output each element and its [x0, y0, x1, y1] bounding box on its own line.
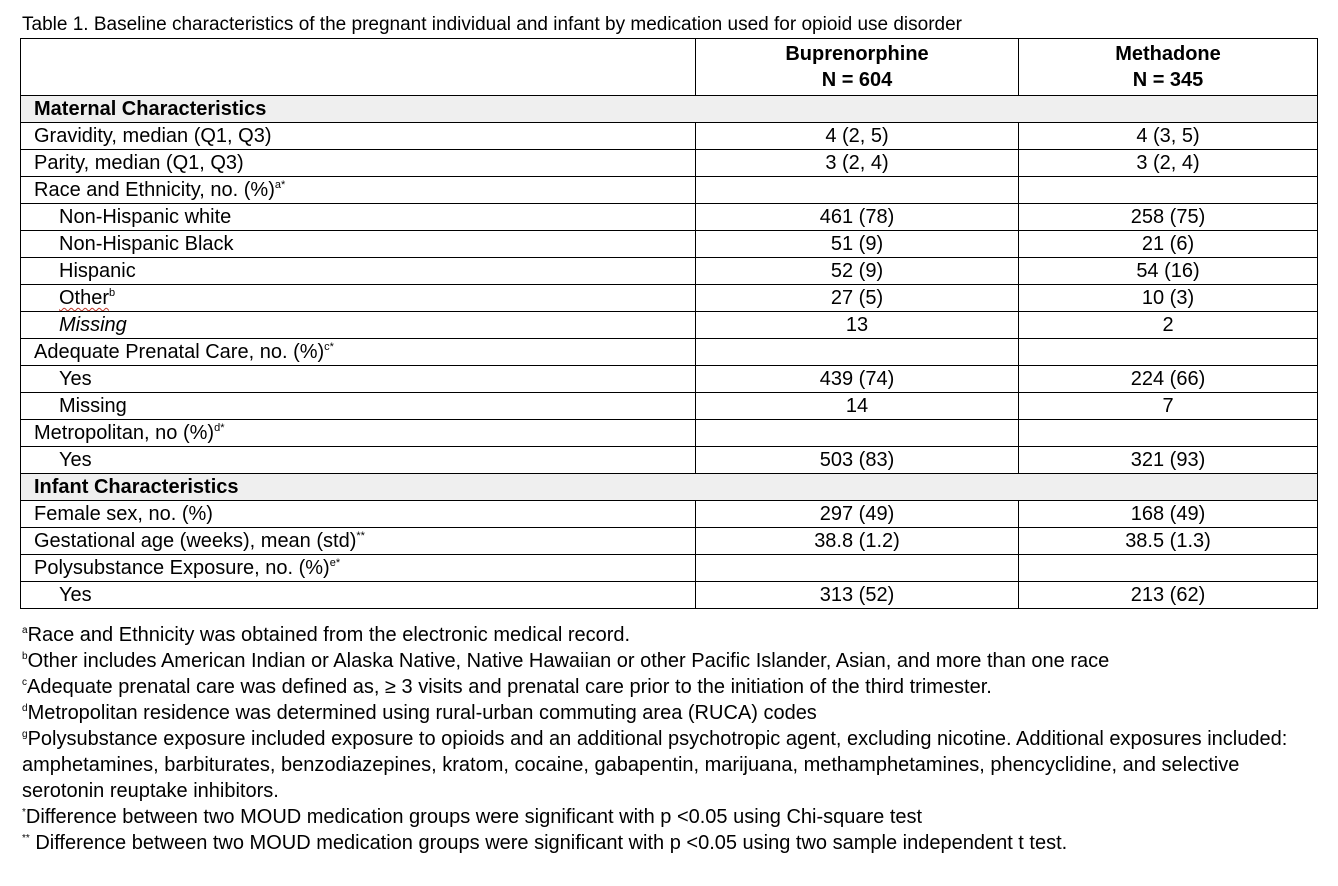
label-text: Adequate Prenatal Care, no. (%): [34, 341, 325, 363]
table-row: [21, 150, 1318, 177]
row-label: [21, 393, 696, 420]
footnote-text: Other includes American Indian or Alaska Native, Native Hawaiian or other Pacific Islander, Asian, and more than one race: [27, 650, 1110, 672]
label-text: Non-Hispanic white: [59, 206, 232, 228]
bup-value: 14: [696, 393, 1019, 420]
met-value: [1019, 177, 1318, 204]
label-text: Metropolitan, no (%): [34, 422, 215, 444]
header-met-name: Methadone: [1115, 43, 1221, 65]
footnote-text: Race and Ethnicity was obtained from the electronic medical record.: [27, 624, 631, 646]
table-row: [21, 312, 1318, 339]
met-value: [1019, 339, 1318, 366]
table-row: [21, 582, 1318, 609]
row-label: [21, 501, 696, 528]
row-label: [21, 123, 696, 150]
met-value: 54 (16): [1019, 258, 1318, 285]
footnote-text: Metropolitan residence was determined using rural-urban commuting area (RUCA) codes: [27, 702, 817, 724]
section-title: Infant Characteristics: [21, 474, 1318, 501]
bup-value: [696, 555, 1019, 582]
bup-value: [696, 339, 1019, 366]
met-value: 2: [1019, 312, 1318, 339]
footnote-text: Polysubstance exposure included exposure to opioids and an additional psychotropic agent, excluding nicotine. Additional exposures included: amphetamines, barbiturates, benzodiazepines, kratom, cocaine, gabapentin, marijuana, methamphetamines, phencyclidine, and selective serotonin reuptake inhibitors.: [22, 728, 1288, 802]
footnote-text: Difference between two MOUD medication groups were significant with p <0.05 using Chi-square test: [25, 806, 923, 828]
footnote-d: [22, 700, 1322, 726]
table-row: [21, 204, 1318, 231]
header-bup-name: Buprenorphine: [785, 43, 929, 65]
footnote-text: Adequate prenatal care was defined as, ≥ 3 visits and prenatal care prior to the initiation of the third trimester.: [27, 676, 992, 698]
bup-value: [696, 177, 1019, 204]
met-value: 3 (2, 4): [1019, 150, 1318, 177]
bup-value: 297 (49): [696, 501, 1019, 528]
baseline-characteristics-table: [20, 38, 1318, 609]
footnote-mark: d: [22, 703, 28, 714]
met-value: 7: [1019, 393, 1318, 420]
label-superscript: **: [356, 530, 365, 542]
row-label: [21, 150, 696, 177]
bup-value: 27 (5): [696, 285, 1019, 312]
bup-value: 13: [696, 312, 1019, 339]
label-text: Parity, median (Q1, Q3): [34, 152, 244, 174]
footnote-g: [22, 726, 1322, 804]
label-text: Other: [59, 287, 110, 309]
label-text: Polysubstance Exposure, no. (%): [34, 557, 330, 579]
label-text: Missing: [59, 395, 127, 417]
table-row: [21, 393, 1318, 420]
header-met-n: N = 345: [1132, 69, 1204, 91]
met-value: 213 (62): [1019, 582, 1318, 609]
met-value: 224 (66): [1019, 366, 1318, 393]
row-label: [21, 582, 696, 609]
row-label: [21, 312, 696, 339]
footnote-mark: g: [22, 729, 28, 740]
label-text: Yes: [59, 368, 92, 390]
bup-value: 503 (83): [696, 447, 1019, 474]
footnote-mark: c: [22, 677, 27, 688]
bup-value: 51 (9): [696, 231, 1019, 258]
footnote-mark: b: [22, 651, 28, 662]
row-label: [21, 231, 696, 258]
row-label: [21, 285, 696, 312]
table-caption: Table 1. Baseline characteristics of the pregnant individual and infant by medication used for opioid use disorder: [22, 14, 963, 35]
table-row: [21, 447, 1318, 474]
header-methadone: [1019, 39, 1318, 96]
table-row: [21, 501, 1318, 528]
footnote-star: [22, 804, 1322, 830]
met-value: [1019, 420, 1318, 447]
table-row: [21, 231, 1318, 258]
bup-value: 313 (52): [696, 582, 1019, 609]
row-label: [21, 177, 696, 204]
met-value: 10 (3): [1019, 285, 1318, 312]
label-superscript: a*: [274, 179, 286, 191]
table-row: [21, 339, 1318, 366]
table-row: [21, 177, 1318, 204]
bup-value: 4 (2, 5): [696, 123, 1019, 150]
row-label: [21, 366, 696, 393]
met-value: [1019, 555, 1318, 582]
bup-value: 38.8 (1.2): [696, 528, 1019, 555]
footnote-c: [22, 674, 1322, 700]
label-text: Hispanic: [59, 260, 136, 282]
header-buprenorphine: [696, 39, 1019, 96]
label-text: Gravidity, median (Q1, Q3): [34, 125, 272, 147]
footnote-double-star: [22, 830, 1322, 856]
table-row: [21, 420, 1318, 447]
label-superscript: e*: [329, 557, 341, 569]
section-title: Maternal Characteristics: [21, 96, 1318, 123]
header-empty-cell: [21, 39, 696, 96]
section-row-maternal: [21, 96, 1318, 123]
bup-value: 439 (74): [696, 366, 1019, 393]
label-text: Non-Hispanic Black: [59, 233, 234, 255]
bup-value: 52 (9): [696, 258, 1019, 285]
label-text: Missing: [59, 314, 127, 336]
footnote-mark: **: [22, 833, 30, 844]
footnote-text: Difference between two MOUD medication groups were significant with p <0.05 using two sample independent t test.: [29, 832, 1068, 854]
row-label: [21, 447, 696, 474]
met-value: 21 (6): [1019, 231, 1318, 258]
table-row: [21, 528, 1318, 555]
table-row: [21, 366, 1318, 393]
table-row: [21, 258, 1318, 285]
label-superscript: c*: [324, 341, 334, 353]
row-label: [21, 528, 696, 555]
label-text: Race and Ethnicity, no. (%): [34, 179, 275, 201]
bup-value: 461 (78): [696, 204, 1019, 231]
met-value: 38.5 (1.3): [1019, 528, 1318, 555]
label-text: Female sex, no. (%): [34, 503, 213, 525]
footnote-mark: a: [22, 625, 28, 636]
label-superscript: b: [109, 287, 116, 299]
label-text: Yes: [59, 449, 92, 471]
header-bup-n: N = 604: [821, 69, 893, 91]
table-row: [21, 285, 1318, 312]
table-header-row: [21, 39, 1318, 96]
footnote-mark: *: [22, 807, 26, 818]
section-row-infant: [21, 474, 1318, 501]
label-text: Yes: [59, 584, 92, 606]
met-value: 321 (93): [1019, 447, 1318, 474]
footnote-a: [22, 622, 1322, 648]
row-label: [21, 420, 696, 447]
bup-value: 3 (2, 4): [696, 150, 1019, 177]
footnotes: [22, 622, 1322, 856]
row-label: [21, 555, 696, 582]
row-label: [21, 258, 696, 285]
row-label: [21, 339, 696, 366]
table-row: [21, 555, 1318, 582]
met-value: 168 (49): [1019, 501, 1318, 528]
row-label: [21, 204, 696, 231]
met-value: 258 (75): [1019, 204, 1318, 231]
label-superscript: d*: [214, 422, 225, 434]
table-row: [21, 123, 1318, 150]
met-value: 4 (3, 5): [1019, 123, 1318, 150]
label-text: Gestational age (weeks), mean (std): [34, 530, 357, 552]
footnote-b: [22, 648, 1322, 674]
bup-value: [696, 420, 1019, 447]
